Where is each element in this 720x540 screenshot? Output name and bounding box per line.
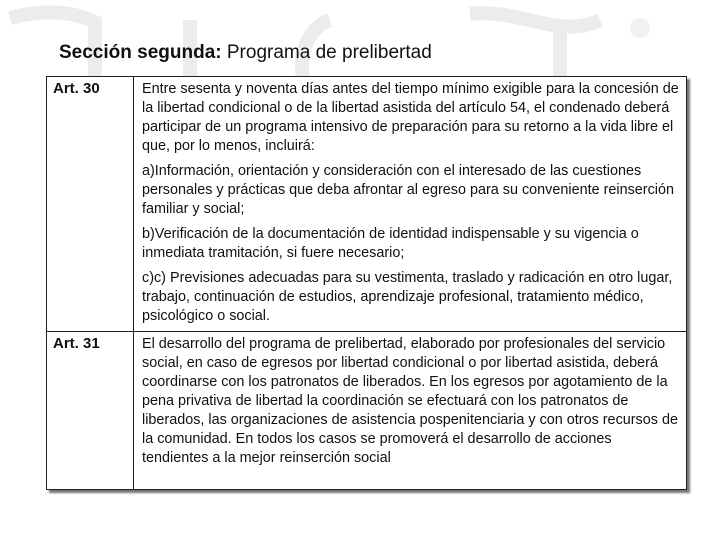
article-number: Art. 30 [47,77,134,332]
section-heading-bold: Sección segunda: [59,42,222,63]
articles-table [46,76,687,490]
table-row-art-30 [47,77,687,332]
article-paragraph: El desarrollo del programa de prelibertad, elaborado por profesionales del servicio social, en caso de egresos por libertad condicional o por libertad asistida, deberá coordinarse con los patronatos de liberados. En los egresos por agotamiento de la pena privativa de libertad la coordinación se efectuará con los patronatos de liberados, las organizaciones de asistencia pospenitenciaria y con otros recursos de la comunidad. En todos los casos se promoverá el desarrollo de acciones tendientes a la mejor reinserción social [142,336,678,466]
section-heading [59,42,432,64]
table-row-art-31 [47,332,687,490]
article-text [134,332,687,490]
section-heading-title: Programa de prelibertad [221,42,432,63]
article-paragraph: c)c) Previsiones adecuadas para su vestimenta, traslado y radicación en otro lugar, trabajo, continuación de estudios, aprendizaje profesional, tratamiento médico, psicológico o social. [142,270,673,324]
article-paragraph: a)Información, orientación y consideración con el interesado de las cuestiones personales y prácticas que deba afrontar al egreso para su conveniente reinserción familiar y social; [142,163,674,217]
article-text [134,77,687,332]
article-number: Art. 31 [47,332,134,490]
article-paragraph: Entre sesenta y noventa días antes del tiempo mínimo exigible para la concesión de la libertad condicional o de la libertad asistida del artículo 54, el condenado deberá participar de un programa intensivo de preparación para su retorno a la vida libre el que, por lo menos, incluirá: [142,81,679,154]
articles-table-frame [46,76,687,490]
article-paragraph: b)Verificación de la documentación de identidad indispensable y su vigencia o inmediata tramitación, si fuere necesario; [142,226,639,261]
